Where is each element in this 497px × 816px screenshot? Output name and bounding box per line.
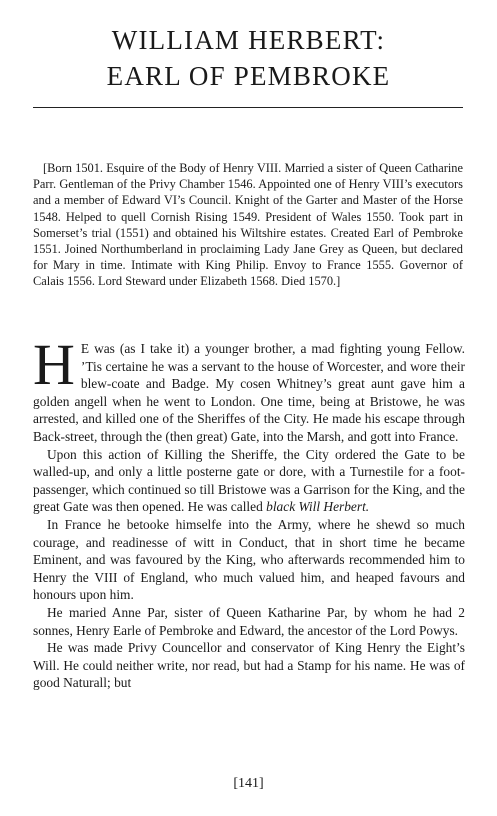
chapter-title-line-2: EARL OF PEMBROKE bbox=[106, 61, 391, 91]
paragraph-1-text: E was (as I take it) a younger brother, a mad fighting young Fellow. ’Tis certaine he was a servant to the house of Worcester, and wore their blew-coate and Badge. My cosen Whitney’s great aunt gave him a golden angell when he went to London. One time, being at Bristowe, he was arrested, and killed one of the Sheriffes of the City. He made his escape through Back-street, through the (then great) Gate, into the Marsh, and gott into France. bbox=[33, 341, 465, 444]
title-divider bbox=[33, 107, 463, 108]
main-text bbox=[33, 332, 465, 692]
paragraph-2 bbox=[33, 446, 465, 516]
chapter-title-line-1: WILLIAM HERBERT: bbox=[111, 25, 386, 55]
page-number: [141] bbox=[233, 776, 264, 791]
paragraph-2-italic: black Will Herbert. bbox=[266, 499, 370, 515]
paragraph-4: He maried Anne Par, sister of Queen Katharine Par, by whom he had 2 sonnes, Henry Earle of Pembroke and Edward, the ancestor of the Lord Powys. bbox=[33, 604, 465, 638]
paragraph-5: He was made Privy Councellor and conservator of King Henry the Eight’s Will. He could neither write, nor read, but had a Stamp for his name. He was of good Naturall; but bbox=[33, 640, 465, 691]
biographical-summary: [Born 1501. Esquire of the Body of Henry VIII. Married a sister of Queen Catharine Parr. Gentleman of the Privy Chamber 1546. Appointed one of Henry VIII’s executors and a member of Edward VI’s Council. Knight of the Garter and Master of the Horse 1548. Helped to quell Cornish Rising 1549. President of Wales 1550. Took part in Somerset’s trial (1551) and obtained his Wiltshire estates. Created Earl of Pembroke 1551. Joined Northumberland in proclaiming Lady Jane Grey as Queen, but declared for Mary in time. Intimate with King Philip. Envoy to France 1555. Governor of Calais 1556. Lord Steward under Elizabeth 1568. Died 1570.] bbox=[33, 161, 463, 289]
drop-cap: H bbox=[33, 332, 75, 397]
paragraph-2-text: Upon this action of Killing the Sheriffe, the City ordered the Gate to be walled-up, and only a little posterne gate or dore, with a Turnestile for a foot-passenger, which continued so till Bristowe was a Garrison for the King, and the great Gate was then opened. He was called bbox=[33, 446, 465, 515]
paragraph-3: In France he betooke himselfe into the Army, where he shewd so much courage, and readinesse of witt in Conduct, that in short time he became Eminent, and was favoured by the King, who afterwards recommended him to Henry the VIII of England, who much valued him, and heaped favours and honours upon him. bbox=[33, 516, 465, 603]
paragraph-1 bbox=[33, 332, 465, 446]
